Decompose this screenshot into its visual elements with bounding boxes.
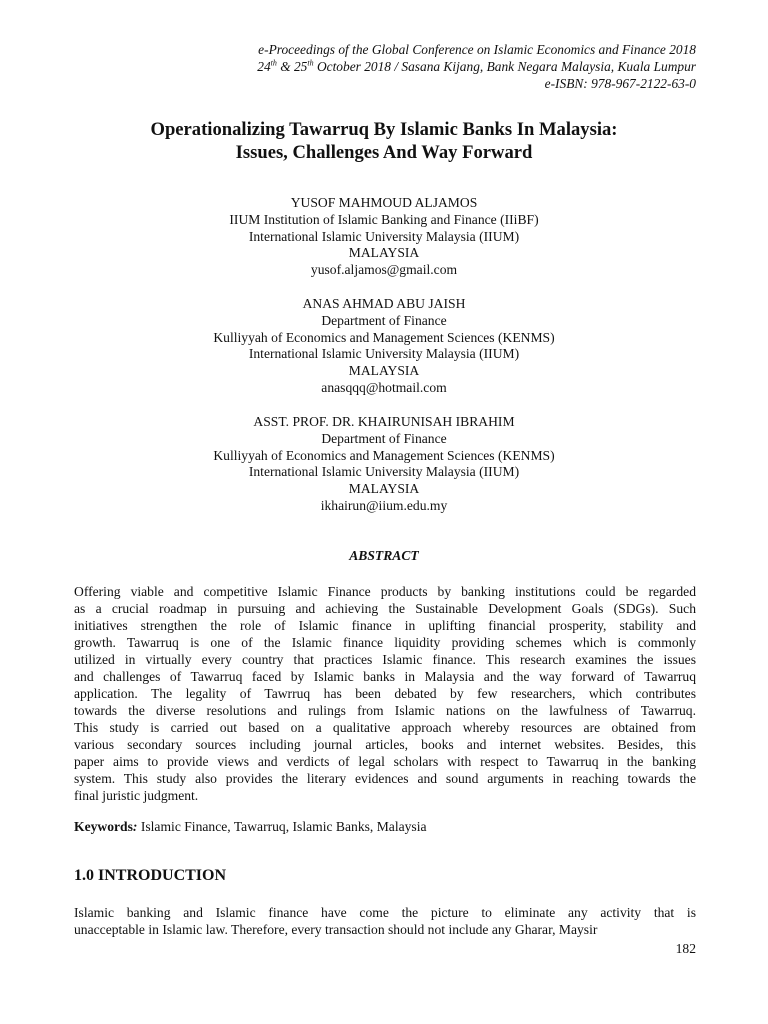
abstract-line: initiatives strengthen the role of Islamic finance in uplifting financial prosperity, stability and bbox=[74, 618, 696, 633]
author-email: ikhairun@iium.edu.my bbox=[320, 497, 448, 513]
keywords-list: Islamic Finance, Tawarruq, Islamic Banks, Malaysia bbox=[137, 819, 427, 834]
header-sup1: th bbox=[270, 58, 277, 68]
abstract-line: towards the diverse resolutions and rulings from Islamic nations on the lawfulness of Tawarruq. bbox=[74, 703, 696, 718]
author-country: MALAYSIA bbox=[348, 481, 420, 497]
author-block bbox=[60, 414, 708, 515]
abstract-line: Offering viable and competitive Islamic Finance products by banking institutions could be regarded bbox=[74, 584, 696, 599]
author-name: YUSOF MAHMOUD ALJAMOS bbox=[290, 195, 478, 210]
keywords bbox=[74, 818, 427, 835]
abstract-line: paper aims to provide views and verdicts of legal scholars with respect to Tawarruq in the banking bbox=[74, 754, 696, 769]
intro-line: Islamic banking and Islamic finance have come the picture to eliminate any activity that is bbox=[74, 905, 696, 920]
author-affiliation: Kulliyyah of Economics and Management Sciences (KENMS) bbox=[213, 329, 555, 345]
abstract-line: various secondary sources including journal articles, books and internet websites. Besides, this bbox=[74, 737, 696, 752]
keywords-colon: : bbox=[132, 819, 138, 834]
intro-line: unacceptable in Islamic law. Therefore, every transaction should not include any Gharar, Maysir bbox=[74, 922, 598, 937]
paper-title bbox=[60, 118, 708, 164]
header-sup2: th bbox=[307, 58, 314, 68]
author-name: ASST. PROF. DR. KHAIRUNISAH IBRAHIM bbox=[253, 414, 515, 429]
abstract-heading: ABSTRACT bbox=[349, 548, 419, 563]
abstract-body bbox=[74, 583, 696, 804]
author-affiliation: International Islamic University Malaysia (IIUM) bbox=[248, 464, 520, 480]
running-header bbox=[96, 41, 696, 92]
author-affiliation: International Islamic University Malaysia (IIUM) bbox=[248, 228, 520, 244]
abstract-line: and challenges of Tawarruq faced by Islamic banks in Malaysia and the way forward of Tawarruq bbox=[74, 669, 696, 684]
abstract-line: This study is carried out based on a qualitative approach whereby resources are obtained from bbox=[74, 720, 696, 735]
author-email: anasqqq@hotmail.com bbox=[321, 379, 447, 395]
abstract-line: system. This study also provides the literary evidences and sound arguments in reaching towards the bbox=[74, 771, 696, 786]
introduction-body bbox=[74, 904, 696, 938]
author-affiliation: Department of Finance bbox=[321, 430, 447, 446]
author-email: yusof.aljamos@gmail.com bbox=[310, 262, 458, 278]
title-line-2: Issues, Challenges And Way Forward bbox=[235, 142, 533, 163]
author-country: MALAYSIA bbox=[348, 245, 420, 261]
abstract-line: growth. Tawarruq is one of the Islamic finance liquidity providing schemes which is commonly bbox=[74, 635, 696, 650]
author-country: MALAYSIA bbox=[348, 363, 420, 379]
author-affiliation: International Islamic University Malaysia (IIUM) bbox=[248, 346, 520, 362]
header-date-venue bbox=[96, 58, 696, 75]
header-venue: October 2018 / Sasana Kijang, Bank Negara Malaysia, Kuala Lumpur bbox=[313, 59, 696, 74]
keywords-label: Keywords bbox=[74, 819, 133, 834]
header-conference: e-Proceedings of the Global Conference on Islamic Economics and Finance 2018 bbox=[258, 42, 696, 57]
header-day2: & 25 bbox=[276, 59, 308, 74]
title-line-1: Operationalizing Tawarruq By Islamic Banks In Malaysia: bbox=[150, 119, 618, 140]
author-affiliation: Department of Finance bbox=[321, 312, 447, 328]
abstract-line: application. The legality of Tawrruq has been debated by few researchers, which contributes bbox=[74, 686, 696, 701]
abstract-line: utilized in virtually every country that practices Islamic finance. This research examines the issues bbox=[74, 652, 696, 667]
abstract-line: final juristic judgment. bbox=[74, 788, 199, 803]
author-block bbox=[60, 296, 708, 397]
abstract-line: as a crucial roadmap in pursuing and achieving the Sustainable Development Goals (SDGs). Such bbox=[74, 601, 696, 616]
author-affiliation: IIUM Institution of Islamic Banking and Finance (IIiBF) bbox=[229, 211, 539, 227]
author-affiliation: Kulliyyah of Economics and Management Sciences (KENMS) bbox=[213, 447, 555, 463]
author-name: ANAS AHMAD ABU JAISH bbox=[302, 296, 466, 311]
author-block bbox=[60, 195, 708, 279]
page-number: 182 bbox=[675, 941, 696, 956]
section-heading-introduction: 1.0 INTRODUCTION bbox=[74, 867, 227, 884]
header-day1: 24 bbox=[257, 59, 271, 74]
header-isbn: e-ISBN: 978-967-2122-63-0 bbox=[544, 76, 696, 91]
